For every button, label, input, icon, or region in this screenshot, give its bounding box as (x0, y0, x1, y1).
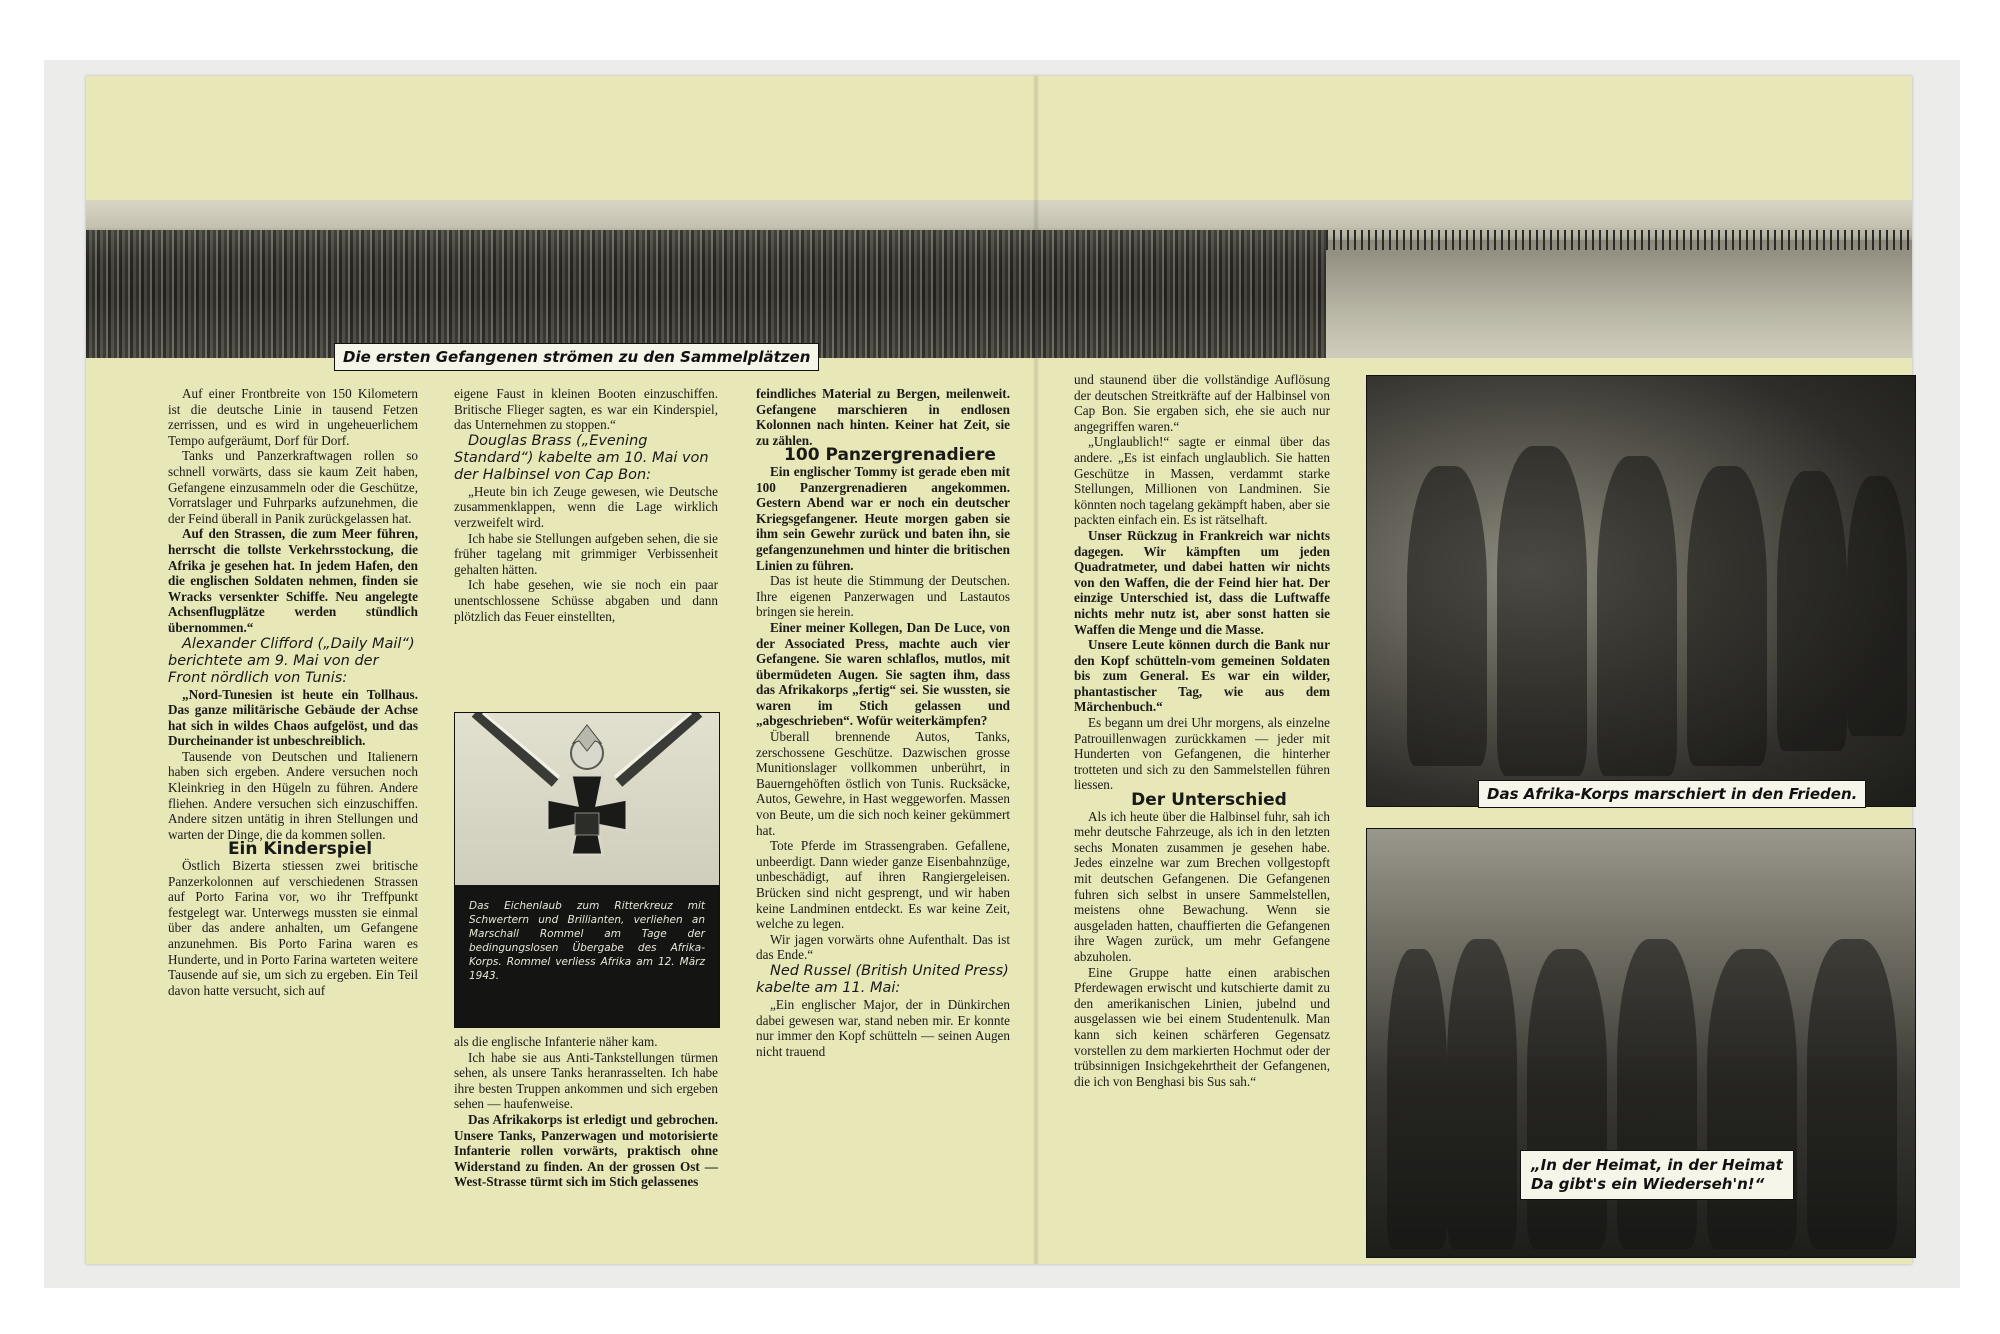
paragraph: Auf einer Frontbreite von 150 Kilometern ist die deutsche Linie in tausend Fetzen zerrissen, und es wird in ungeheuerlichem Tempo aufgeräumt, Dorf für Dorf. (168, 386, 418, 448)
paragraph: Tote Pferde im Strassengraben. Gefallene, unbeerdigt. Dann wieder ganze Eisenbahnzüge, unbeschädigt, auf ihren Rangiergeleisen. Brücken sind nicht gesprengt, und wir haben keine Landminen entdeckt. Es war keine Zeit, welche zu legen. (756, 838, 1010, 932)
paragraph: Ich habe sie Stellungen aufgeben sehen, die sie früher tagelang mit grimmiger Verbissenheit gehalten hätten. (454, 530, 718, 577)
column-2-continued (454, 1034, 718, 1190)
paragraph: feindliches Material zu Bergen, meilenweit. Gefangene marschieren in endlosen Kolonnen nach hinten. Keiner hat Zeit, sie zu zählen. (756, 386, 1010, 448)
paragraph: Ein englischer Tommy ist gerade eben mit 100 Panzergrenadieren angekommen. Gestern Abend war er noch ein deutscher Kriegsgefangener. Heute morgen gaben sie ihm sein Gewehr zurück und baten ihn, sie gefangenzunehmen und hinter die britischen Linien zu führen. (756, 463, 1010, 573)
column-1 (168, 386, 418, 998)
paragraph: Das ist heute die Stimmung der Deutschen. Ihre eigenen Panzerwagen und Lastautos bringen sie herein. (756, 573, 1010, 620)
prisoners-panorama-photo (86, 200, 1912, 358)
paragraph: Tanks und Panzerkraftwagen rollen so schnell vorwärts, dass sie kaum Zeit haben, Gefangene einzusammeln oder die Geschütze, Vorratslager und Fuhrparks aufzunehmen, die der Feind überall in Panik zurückgelassen hat. (168, 448, 418, 526)
section-heading: 100 Panzergrenadiere (784, 445, 996, 466)
paragraph: als die englische Infanterie näher kam. (454, 1034, 658, 1049)
center-fold (1033, 76, 1039, 1264)
paragraph: Tausende von Deutschen und Italienern haben sich ergeben. Andere versuchen noch Kleinkrieg in den Hügeln zu führen. Andere fliehen. Andere versuchen sich einzuschiffen. Andere sitzen untätig in ihren Stellungen und warten der Dinge, die da kommen sollen. (168, 748, 418, 842)
paragraph: „Unglaublich!“ sagte er einmal über das andere. „Es ist einfach unglaublich. Sie hatten Geschütze in Massen, verdammt starke Stellungen, Millionen von Landminen. Sie könnten noch tagelang gekämpft haben, aber sie packten einfach ein. Es ist rätselhaft. (1074, 434, 1330, 528)
paragraph: eigene Faust in kleinen Booten einzuschiffen. Britische Flieger sagten, es war ein Kinderspiel, das Unternehmen zu stoppen.“ (454, 386, 718, 433)
paragraph: Unsere Leute können durch die Bank nur den Kopf schütteln-vom gemeinen Soldaten bis zum General. Es war ein wilder, phantastischer Tag, wie aus dem Märchenbuch.“ (1074, 637, 1330, 715)
caption-line: Da gibt's ein Wiederseh'n!“ (1531, 1175, 1765, 1193)
byline: Ned Russel (British United Press) kabelte am 11. Mai: (756, 962, 1009, 996)
paragraph: Wir jagen vorwärts ohne Aufenthalt. Das ist das Ende.“ (756, 931, 1010, 963)
marching-photo-caption: Das Afrika-Korps marschiert in den Frieden. (1478, 780, 1866, 808)
knights-cross-caption: Das Eichenlaub zum Ritterkreuz mit Schwertern und Brillianten, verliehen an Marschall Rommel am Tage der bedingungslosen Übergabe des Afrika-Korps. Rommel verliess Afrika am 12. März 1943. (469, 900, 705, 982)
caption-line: „In der Heimat, in der Heimat (1531, 1156, 1783, 1174)
byline: Alexander Clifford („Daily Mail“) berichtete am 9. Mai von der Front nördlich von Tunis: (168, 635, 415, 686)
paragraph: „Nord-Tunesien ist heute ein Tollhaus. Das ganze militärische Gebäude der Achse hat sich in wildes Chaos aufgelöst, und das Durcheinander ist unbeschreiblich. (168, 686, 418, 749)
paragraph: Auf den Strassen, die zum Meer führen, herrscht die tollste Verkehrsstockung, die Afrika je gesehen hat. In jedem Hafen, den die englischen Soldaten nehmen, finden sie Wracks versenkter Schiffe. Neu angelegte Achsenflugplätze werden stündlich übernommen.“ (168, 526, 418, 635)
paragraph: Unser Rückzug in Frankreich war nichts dagegen. Wir kämpften um jeden Quadratmeter, und dabei hatten wir nichts von den Waffen, die der Feind hier hat. Der einzige Unterschied ist, dass die Luftwaffe nichts mehr nutz ist, aber sonst hatten sie Waffen die Menge und die Masse. (1074, 527, 1330, 637)
byline: Douglas Brass („Evening Standard“) kabelte am 10. Mai von der Halbinsel von Cap Bon: (454, 432, 709, 483)
paragraph: Einer meiner Kollegen, Dan De Luce, von der Associated Press, machte auch vier Gefangene. Sie waren schlaflos, mutlos, mit übermüdeten Augen. Sie sagten ihm, dass das Afrikakorps „fertig“ sei. Sie wussten, sie waren im Stich gelassen und „abgeschrieben“. Wofür weiterkämpfen? (756, 619, 1010, 729)
paragraph: Ich habe sie aus Anti-Tankstellungen türmen sehen, als unsere Tanks heranrasselten. Ich habe ihre besten Truppen ankommen und sich ergeben sehen — haufenweise. (454, 1049, 718, 1112)
panorama-caption: Die ersten Gefangenen strömen zu den Sammelplätzen (334, 343, 819, 371)
afrika-korps-marching-photo (1366, 375, 1916, 807)
paragraph: und staunend über die vollständige Auflösung der deutschen Streitkräfte auf der Halbinsel von Cap Bon. Sie ergaben sich, ehe sie auch nur angegriffen waren.“ (1074, 372, 1330, 434)
knights-cross-image (455, 713, 719, 885)
column-2 (454, 386, 718, 624)
homeland-photo-caption (1520, 1150, 1794, 1200)
paragraph: Das Afrikakorps ist erledigt und gebrochen. Unsere Tanks, Panzerwagen und motorisierte Infanterie rollen vorwärts, praktisch ohne Widerstand zu finden. An der grossen Ost — West-Strasse türmt sich im Stich gelassenes (454, 1111, 718, 1190)
paragraph: „Ein englischer Major, der in Dünkirchen dabei gewesen war, stand neben mir. Er konnte nur immer den Kopf schütteln — seinen Augen nicht trauend (756, 996, 1010, 1059)
paragraph: Östlich Bizerta stiessen zwei britische Panzerkolonnen auf verschiedenen Strassen auf Porto Farina vor, wo ihr Treffpunkt festgelegt war. Unterwegs mussten sie einmal über das andere anhalten, um Gefangene anzunehmen. Bis Porto Farina waren es Hunderte, und in Porto Farina warteten weitere Tausende auf sie, um sich zu ergeben. Ein Teil davon hatte versucht, sich auf (168, 858, 418, 998)
paragraph: Es begann um drei Uhr morgens, als einzelne Patrouillenwagen zurückkamen — jeder mit Hunderten von Gefangenen, die hinterher trotteten und sich zu den Sammelstellen führen liessen. (1074, 715, 1330, 793)
column-4 (1074, 372, 1330, 1089)
column-3 (756, 386, 1010, 1059)
paragraph: Eine Gruppe hatte einen arabischen Pferdewagen erwischt und kutschierte damit zu den amerikanischen Linien, jubelnd und ausgelassen wie bei einem Studentenulk. Man kann sich keinen schärferen Gegensatz vorstellen zu dem markierten Hochmut oder der trübsinnigen Insichgekehrtheit der Gefangenen, die ich von Benghasi bis Sus sah.“ (1074, 964, 1330, 1089)
paragraph: Ich habe gesehen, wie sie noch ein paar unentschlossene Schüsse abgaben und dann plötzlich das Feuer einstellten, (454, 577, 718, 624)
section-heading: Der Unterschied (1131, 790, 1287, 811)
section-heading: Ein Kinderspiel (227, 839, 373, 860)
paragraph: „Heute bin ich Zeuge gewesen, wie Deutsche zusammenklappen, wenn die Lage wirklich verzweifelt wird. (454, 483, 718, 530)
knights-cross-photo-box (454, 712, 720, 1028)
paragraph: Überall brennende Autos, Tanks, zerschossene Geschütze. Dazwischen grosse Munitionslager vollkommen unberührt, in Bauerngehöften östlich von Tunis. Rucksäcke, Autos, Gewehre, in Hast weggeworfen. Massen von Beute, um die sich noch keiner gekümmert hat. (756, 729, 1010, 838)
paragraph: Als ich heute über die Halbinsel fuhr, sah ich mehr deutsche Fahrzeuge, als ich in den letzten sechs Monaten zusammen je gesehen habe. Jedes einzelne war zum Brechen vollgestopft mit deutschen Gefangenen. Die Gefangenen fuhren sich selbst in unsere Sammelstellen, meistens ohne Bewachung. Wenn sie ausgeladen hatten, chauffierten die Gefangenen ihre Wagen zurück, um mehr Gefangene abzuholen. (1074, 808, 1330, 964)
